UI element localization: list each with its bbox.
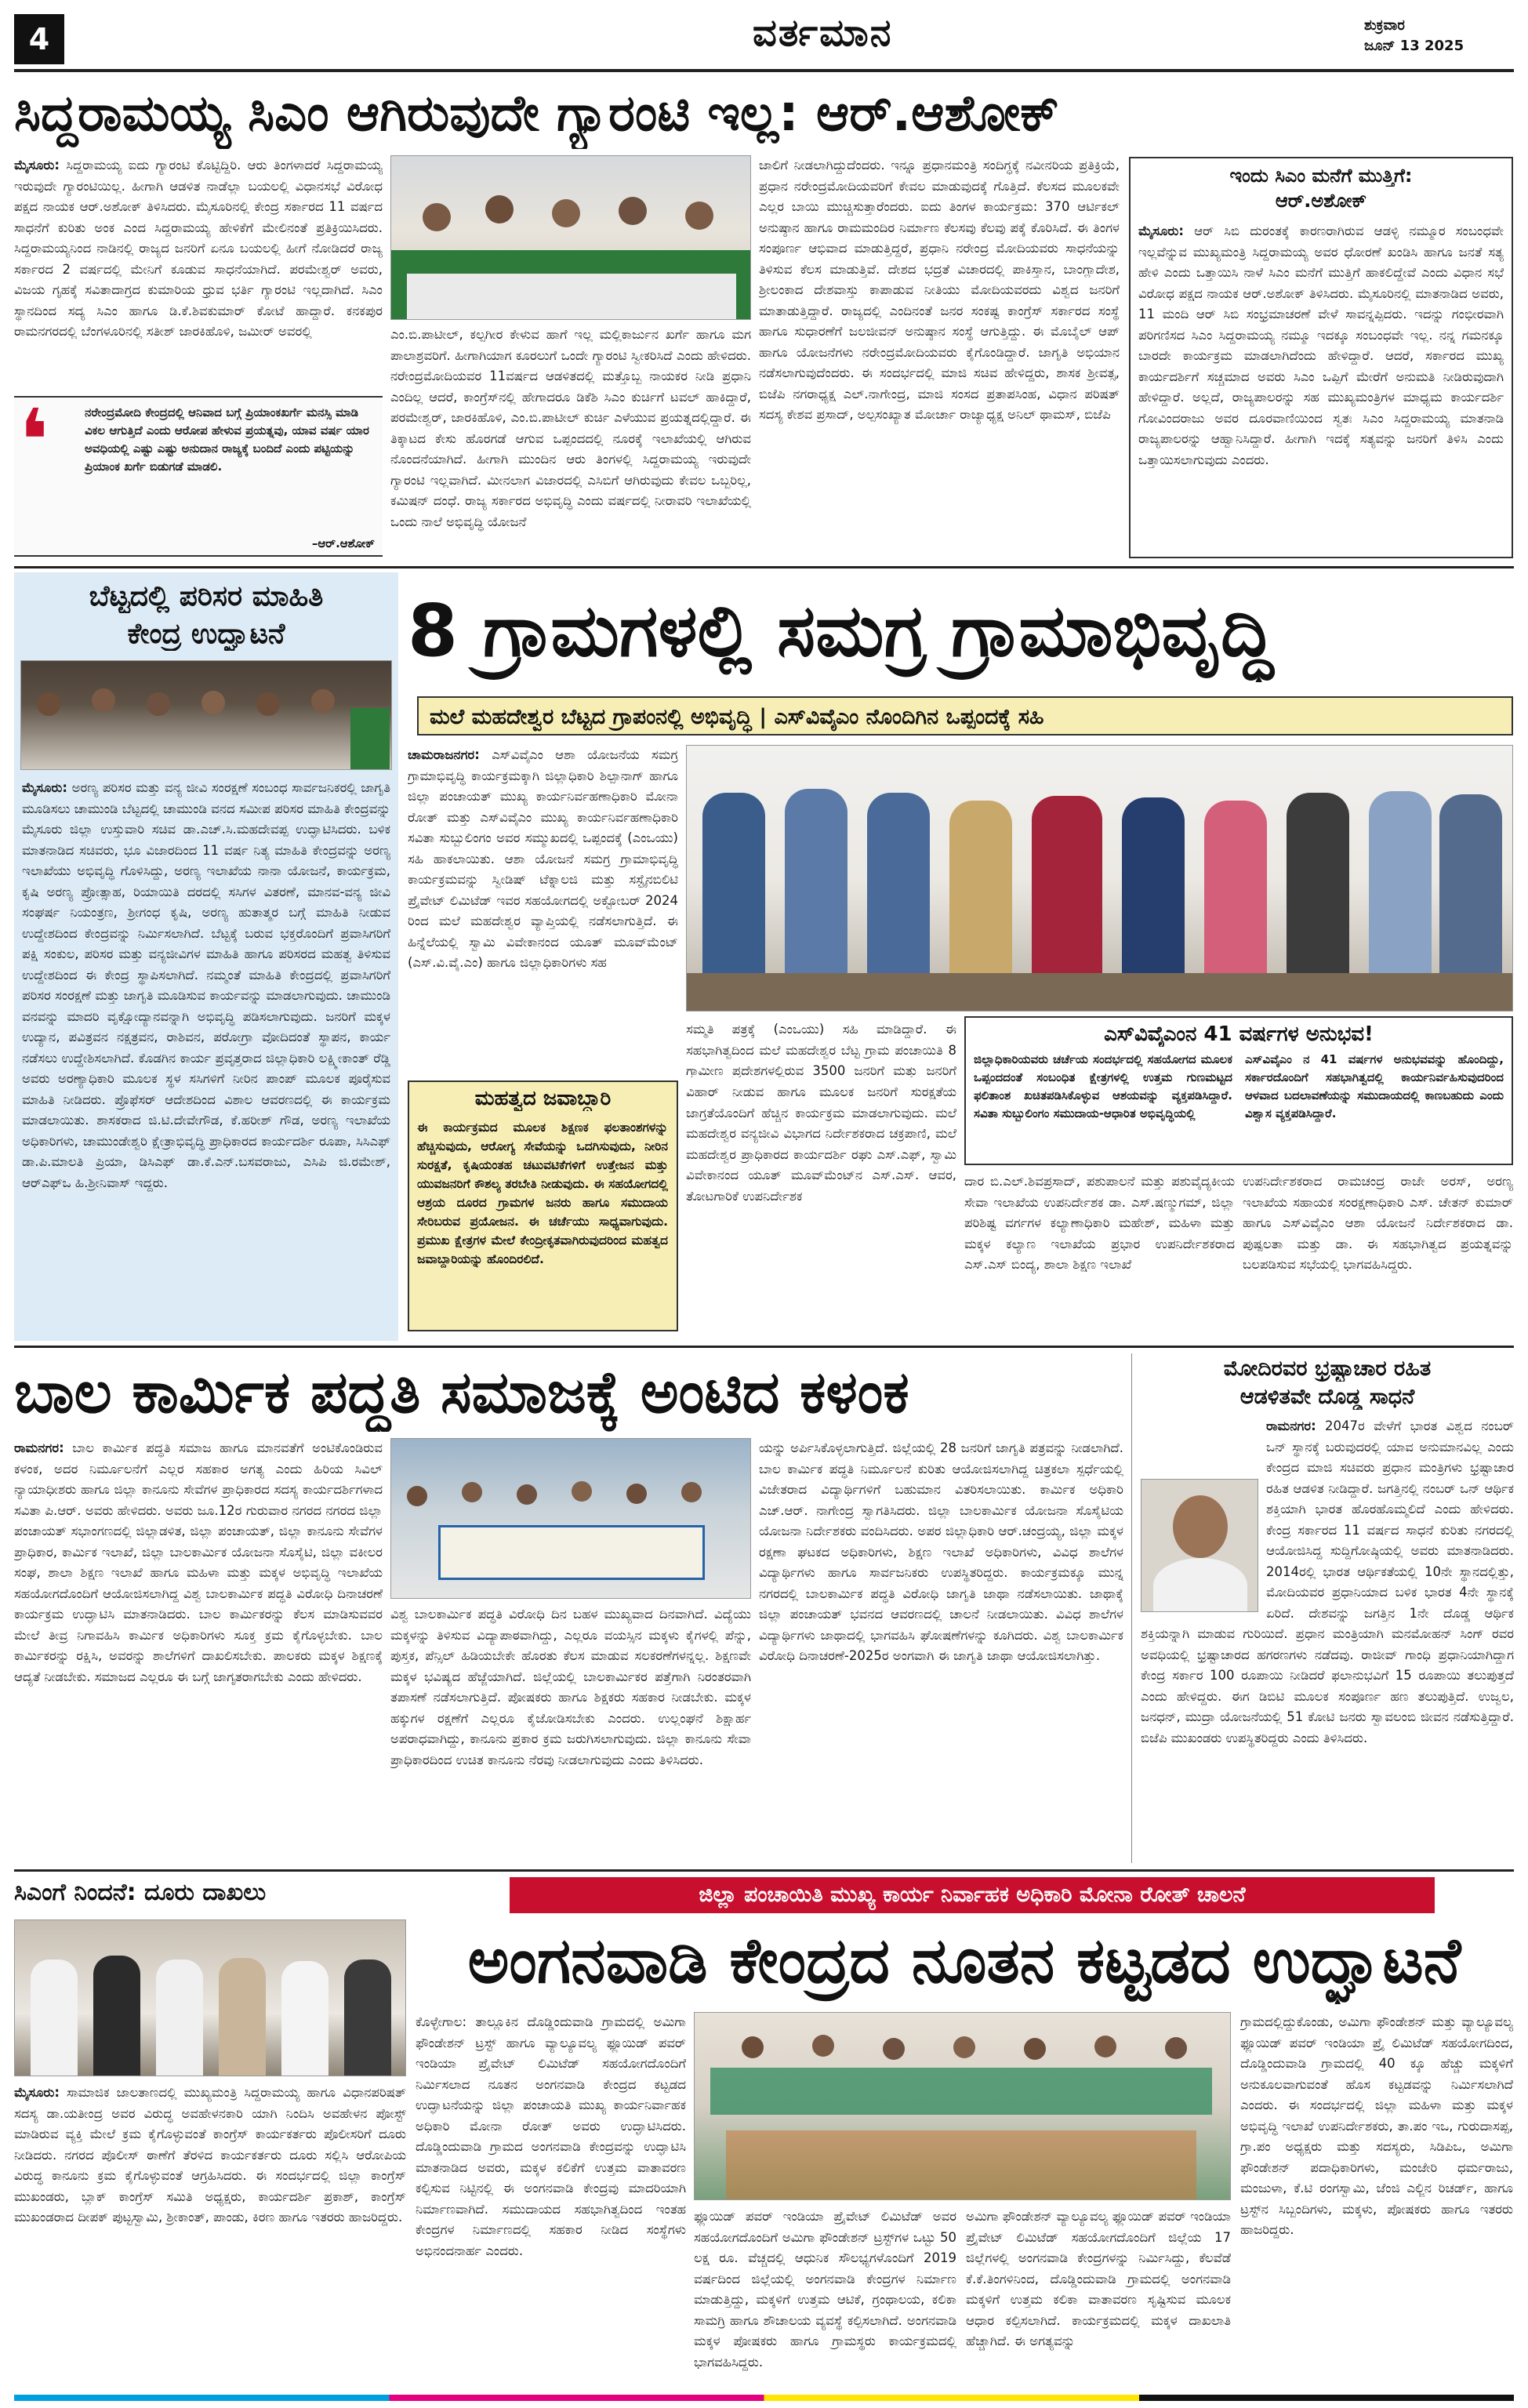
story3-side-body: ಈ ಕಾರ್ಯಕ್ರಮದ ಮೂಲಕ ಶಿಕ್ಷಣಕ ಫಲತಾಂಶಗಳನ್ನು ಹೆಚ್ಚಿಸುವುದು, ಆರೋಗ್ಯ ಸೇವೆಯನ್ನು ಒದಗಿಸುವುದು, ನೀರಿನ ಸುರಕ್ಷತೆ, ಕೃಷಿಯಂತಹ ಚಟುವಟಿಕೆಗಳಿಗೆ ಉತ್ತೇಜನ ಮತ್ತು ಯುವಜನರಿಗೆ ಕೌಶಲ್ಯ ತರಬೇತಿ ನೀಡುವುದು. ಈ ಸಹಯೋಗದಲ್ಲಿ ಆಶ್ರಯ ದೂರದ ಗ್ರಾಮಗಳ ಜನರು ಹಾಗೂ ಸಮುದಾಯ ಸೇರಿಬರುವ ಪ್ರಯೋಜನ. ಈ ಚರ್ಚೆಯು ಸಾಧ್ಯವಾಗುವುದು. ಪ್ರಮುಖ ಕ್ಷೇತ್ರಗಳ ಮೇಲೆ ಕೇಂದ್ರೀಕೃತವಾಗಿರುವುದರಿಂದ ಮಹತ್ವದ ಜವಾಬ್ದಾರಿಯನ್ನು ಹೊಂದಿರಲಿದೆ. <box>417 1120 668 1266</box>
story4-lead: ರಾಮನಗರ: <box>14 1440 64 1455</box>
story1-side-body <box>1138 221 1504 554</box>
story3-col1 <box>408 745 678 1074</box>
story6-photo <box>14 1919 406 2076</box>
story7-kicker: ಜಿಲ್ಲಾ ಪಂಚಾಯಿತಿ ಮುಖ್ಯ ಕಾರ್ಯ ನಿರ್ವಾಹಕ ಅಧಿಕಾರಿ ಮೋನಾ ರೋತ್ ಚಾಲನೆ <box>510 1877 1435 1913</box>
story5-title1: ಮೋದಿರವರ ಭ್ರಷ್ಟಾಚಾರ ರಹಿತ <box>1223 1357 1432 1381</box>
story1-press-photo <box>390 155 751 320</box>
story3-mou-photo <box>686 745 1513 1012</box>
story1-side-title1: ಇಂದು ಸಿಎಂ ಮನೆಗೆ ಮುತ್ತಿಗೆ: <box>1229 165 1413 187</box>
story2-box <box>14 572 398 1341</box>
story5-body <box>1141 1416 1514 1863</box>
story1-side-box <box>1129 157 1513 558</box>
story2-lead: ಮೈಸೂರು: <box>22 780 67 795</box>
story7-col1: ಕೊಳ್ಳೇಗಾಲ: ತಾಲ್ಲೂಕಿನ ದೊಡ್ಡಿಂದುವಾಡಿ ಗ್ರಾಮದಲ್ಲಿ ಅಮಿಗಾ ಫೌಂಡೇಶನ್ ಟ್ರಸ್ಟ್ ಹಾಗೂ ವ್ಯಾಲ್ಯೂವಲ್ಯ ಫ್ಲೂಯಿಡ್ ಪವರ್ ಇಂಡಿಯಾ ಪ್ರೈವೇಟ್ ಲಿಮಿಟೆಡ್ ಸಹಯೋಗದೊಂದಿಗೆ ನಿರ್ಮಿಸಲಾದ ನೂತನ ಅಂಗನವಾಡಿ ಕೇಂದ್ರದ ಕಟ್ಟಡದ ಉದ್ಘಾಟನೆಯನ್ನು ಜಿಲ್ಲಾ ಪಂಚಾಯತಿ ಮುಖ್ಯ ಕಾರ್ಯನಿರ್ವಾಹಕ ಅಧಿಕಾರಿ ಮೋನಾ ರೋತ್ ಅವರು ಉದ್ಘಾಟಿಸಿದರು. ದೊಡ್ಡಿಂದುವಾಡಿ ಗ್ರಾಮದ ಅಂಗನವಾಡಿ ಕೇಂದ್ರವನ್ನು ಉದ್ಘಾಟಿಸಿ ಮಾತನಾಡಿದ ಅವರು, ಮಕ್ಕಳ ಕಲಿಕೆಗೆ ಉತ್ತಮ ವಾತಾವರಣ ಕಲ್ಪಿಸುವ ನಿಟ್ಟಿನಲ್ಲಿ ಈ ಅಂಗನವಾಡಿ ಕೇಂದ್ರವು ಮಾದರಿಯಾಗಿ ನಿರ್ಮಾಣವಾಗಿದೆ. ಸಮುದಾಯದ ಸಹಭಾಗಿತ್ವದಿಂದ ಇಂತಹ ಕೇಂದ್ರಗಳ ನಿರ್ಮಾಣದಲ್ಲಿ ಸಹಕಾರ ನೀಡಿದ ಸಂಸ್ಥೆಗಳು ಅಭಿನಂದನಾರ್ಹ ಎಂದರು. <box>416 2014 686 2258</box>
story3-box-col2: ಎಸ್‌ವಿವೈಎಂ ನ 41 ವರ್ಷಗಳ ಅನುಭವವನ್ನು ಹೊಂದಿದ್ದು, ಸರ್ಕಾರದೊಂದಿಗೆ ಸಹಭಾಗಿತ್ವದಲ್ಲಿ ಕಾರ್ಯನಿರ್ವಹಿಸುವುದರಿಂದ ಆಳವಾದ ಬದಲಾವಣೆಯನ್ನು ಸಮುದಾಯದಲ್ಲಿ ಕಾಣಬಹುದು ಎಂದು ವಿಶ್ವಾಸ ವ್ಯಕ್ತಪಡಿಸಿದ್ದಾರೆ. <box>1245 1052 1504 1120</box>
print-colour-bar <box>14 2395 1514 2401</box>
story1-quote-box <box>14 390 383 557</box>
paper-name: ವರ್ತಮಾನ <box>753 11 893 55</box>
quote-mark-icon: ❛ <box>19 390 49 491</box>
story7-col4: ಗ್ರಾಮದಲ್ಲಿದ್ದುಕೊಂಡು, ಅಮಿಗಾ ಫೌಂಡೇಶನ್ ಮತ್ತು ವ್ಯಾಲ್ಯೂವಲ್ಯ ಫ್ಲೂಯಿಡ್ ಪವರ್ ಇಂಡಿಯಾ ಪ್ರೈ ಲಿಮಿಟೆಡ್ ಸಹಯೋಗದಿಂದ, ದೊಡ್ಡಿಂದುವಾಡಿ ಗ್ರಾಮದಲ್ಲಿ 40 ಕ್ಕೂ ಹೆಚ್ಚು ಮಕ್ಕಳಿಗೆ ಅನುಕೂಲವಾಗುವಂತೆ ಹೊಸ ಕಟ್ಟಡವನ್ನು ನಿರ್ಮಿಸಲಾಗಿದೆ ಎಂದರು. ಈ ಸಂದರ್ಭದಲ್ಲಿ ಜಿಲ್ಲಾ ಮಹಿಳಾ ಮತ್ತು ಮಕ್ಕಳ ಅಭಿವೃದ್ಧಿ ಇಲಾಖೆ ಉಪನಿರ್ದೇಶಕರು, ತಾ.ಪಂ ಇಒ, ಗುರುದಾಸಪ್ಪ, ಗ್ರಾ.ಪಂ ಅಧ್ಯಕ್ಷರು ಮತ್ತು ಸದಸ್ಯರು, ಸಿಡಿಪಿಒ, ಅಮಿಗಾ ಫೌಂಡೇಶನ್ ಪದಾಧಿಕಾರಿಗಳು, ಮಂಜೇರಿ ಧರ್ಮರಾಜು, ಮಂಜುಳಾ, ಕೆ.ಟಿ ರಂಗಸ್ವಾಮಿ, ಜೆಂಜಿ ಎಲ್ಜಿನ ರಿಚರ್ಡ್, ಹಾಗೂ ಟ್ರಸ್ಟ್‌ನ ಸಿಬ್ಬಂದಿಗಳು, ಮಕ್ಕಳು, ಪೋಷಕರು ಹಾಗೂ ಇತರರು ಹಾಜರಿದ್ದರು. <box>1240 2014 1513 2237</box>
story5-title2: ಆಡಳಿತವೇ ದೊಡ್ಡ ಸಾಧನೆ <box>1239 1385 1415 1409</box>
story2-title2: ಕೇಂದ್ರ ಉದ್ಘಾಟನೆ <box>127 618 285 650</box>
story7-col3: ಅಮಿಗಾ ಫೌಂಡೇಶನ್ ವ್ಯಾಲ್ಯೂವಲ್ಯ ಫ್ಲೂಯಿಡ್ ಪವರ್ ಇಂಡಿಯಾ ಪ್ರೈವೇಟ್ ಲಿಮಿಟೆಡ್ ಸಹಯೋಗದೊಂದಿಗೆ ಜಿಲ್ಲೆಯ 17 ಜಿಲ್ಲೆಗಳಲ್ಲಿ ಅಂಗನವಾಡಿ ಕೇಂದ್ರಗಳನ್ನು ನಿರ್ಮಿಸಿದ್ದು, ಕೆಲವೆಡೆ ಕೆ.ಕೆ.ತಿಂಗಳಿನಿಂದ, ದೊಡ್ಡಿಂದುವಾಡಿ ಗ್ರಾಮದಲ್ಲಿ ಅಂಗನವಾಡಿ ಮಕ್ಕಳಿಗೆ ಉತ್ತಮ ಕಲಿಕಾ ವಾತಾವರಣ ಸೃಷ್ಟಿಸುವ ಮೂಲಕ ಆಧಾರ ಕಲ್ಪಿಸಲಾಗಿದೆ. ಕಾರ್ಯಕ್ರಮದಲ್ಲಿ ಮಕ್ಕಳ ದಾಖಲಾತಿ ಹೆಚ್ಚಾಗಿದೆ. ಈ ಅಗತ್ಯವನ್ನು <box>966 2209 1231 2348</box>
story2-text: ಅರಣ್ಯ ಪರಿಸರ ಮತ್ತು ವನ್ಯ ಜೀವಿ ಸಂರಕ್ಷಣೆ ಸಂಬಂಧ ಸಾರ್ವಜನಿಕರಲ್ಲಿ ಜಾಗೃತಿ ಮೂಡಿಸಲು ಚಾಮುಂಡಿ ಬೆಟ್ಟದಲ್ಲಿ ಚಾಮುಂಡಿ ವನದ ಸಮೀಪ ಪರಿಸರ ಮಾಹಿತಿ ಕೇಂದ್ರವನ್ನು ಮೈಸೂರು ಜಿಲ್ಲಾ ಉಸ್ತುವಾರಿ ಸಚಿವ ಡಾ.ಎಚ್.ಸಿ.ಮಹದೇವಪ್ಪ ಉದ್ಘಾಟಿಸಿದರು. ಬಳಿಕ ಮಾತನಾಡಿದ ಸಚಿವರು, ಭೂ ವಿಜಾರದಿಂದ 11 ವರ್ಷ ನಿತ್ಯ ಮಾಹಿತಿ ಕೇಂದ್ರವನ್ನು ಅರಣ್ಯ ಇಲಾಖೆಯು ಅಭಿವೃದ್ಧಿ ಗೊಳಿಸಿದ್ದು, ಅರಣ್ಯ ಇಲಾಖೆಯ ನಾನಾ ಯೋಜನೆ, ಕಾರ್ಯಕ್ರಮ, ಕೃಷಿ ಅರಣ್ಯ ಪ್ರೋತ್ಸಾಹ, ರಿಯಾಯಿತಿ ದರದಲ್ಲಿ ಸಸಿಗಳ ವಿತರಣೆ, ಮಾನವ-ವನ್ಯ ಜೀವಿ ಸಂಘರ್ಷ ನಿಯಂತ್ರಣ, ಶ್ರೀಗಂಧ ಕೃಷಿ, ಅರಣ್ಯ ಹುತಾತ್ಮರ ಬಗ್ಗೆ ಮಾಹಿತಿ ನೀಡುವ ಉದ್ದೇಶದಿಂದ ಕೇಂದ್ರವನ್ನು ನಿರ್ಮಿಸಲಾಗಿದೆ. ಬೆಟ್ಟಕ್ಕೆ ಬರುವ ಭಕ್ತರೊಂದಿಗೆ ಪ್ರವಾಸಿಗರಿಗೆ ಪಕ್ಷಿ ಸಂಕುಲ, ಪರಿಸರ ಮತ್ತು ವನ್ಯಜೀವಿಗಳ ಮಾಹಿತಿ ಹಾಗೂ ಪರಿಸರದ ಮಹತ್ವ ತಿಳಿಸುವ ಉದ್ದೇಶದಿಂದ ಈ ಕೇಂದ್ರ ಸ್ಥಾಪಿಸಲಾಗಿದೆ. ನಮ್ಮಂತೆ ಮಾಹಿತಿ ಕೇಂದ್ರದಲ್ಲಿ ಪ್ರವಾಸಿಗರಿಗೆ ಪರಿಸರ ಸಂರಕ್ಷಣೆ ಮತ್ತು ಜಾಗೃತಿ ಮೂಡಿಸುವ ಕಾರ್ಯವನ್ನು ಮಾಡಲಾಗುವುದು. ಚಾಮುಂಡಿ ವನವನ್ನು ಮಾದರಿ ವೃಕ್ಷೋದ್ಯಾನವನ್ನಾಗಿ ಅಭಿವೃದ್ಧಿ ಪಡಿಸಲಾಗುವುದು. ಜನರಿಗೆ ಮಕ್ಕಳ ಉದ್ಯಾನ, ಪವಿತ್ರವನ ನಕ್ಷತ್ರವನ, ರಾಶಿವನ, ಪರೋಗ್ರಾ ವೋದಿದಂತೆ ಸ್ಥಾಪನ, ಕಾರ್ಯ ನಡೆಸಲು ಉದ್ದೇಶಿಸಲಾಗಿದೆ. ಕೊಡಗಿನ ಕಾರ್ಯ ಪ್ರವೃತ್ತರಾದ ಜಿಲ್ಲಾಧಿಕಾರಿ ಲಕ್ಷ್ಮೀಕಾಂತ್ ರೆಡ್ಡಿ ಅವರು ಅರಣ್ಯಾಧಿಕಾರಿ ಮೂಲಕ ಸ್ಥಳ ಸಸಿಗಳಿಗೆ ನೀರಿನ ಪಾಂಪ್ ಮೂಲಕ ಪೂರೈಸುವ ಮಾಹಿತಿ ನೀಡಿದರು. ಪ್ರೊಫೆಸರ್ ಆದೇಶದಿಂದ ವಿಶಾಲ ಆವರಣದಲ್ಲಿ ಈ ಕಾರ್ಯಕ್ರಮ ಮಾಡಲಾಯಿತು. ಶಾಸಕರಾದ ಜಿ.ಟಿ.ದೇವೇಗೌಡ, ಕೆ.ಹರೀಶ್ ಗೌಡ, ಅರಣ್ಯ ಇಲಾಖೆಯ ಅಧಿಕಾರಿಗಳು, ಚಾಮುಂಡೇಶ್ವರಿ ಕ್ಷೇತ್ರಾಭಿವೃದ್ಧಿ ಪ್ರಾಧಿಕಾರದ ಕಾರ್ಯದರ್ಶಿ ರೂಪಾ, ಸಿಸಿಎಫ್ ಡಾ.ಪಿ.ಮಾಲತಿ ಪ್ರಿಯಾ, ಡಿಸಿಎಫ್ ಡಾ.ಕೆ.ಎನ್.ಬಸವರಾಜು, ಎಸಿಪಿ ಜಿ.ರಮೇಶ್, ಆರ್‌ಎಫ್ಒ ಹಿ.ಶ್ರೀನಿವಾಸ್ ಇದ್ದರು. <box>22 780 390 1190</box>
story1-quote: ನರೇಂದ್ರಮೋದಿ ಕೇಂದ್ರದಲ್ಲಿ ಆನಿವಾದ ಬಗ್ಗೆ ಪ್ರಿಯಾಂಕಖರ್ಗೆ ಮನಸ್ಸಿ ಮಾಡಿ ವಿಕಲ ಆಗುತ್ತಿದೆ ಎಂದು ಆರೋಪ ಹೇಳುವ ಪ್ರಯತ್ನವು, ಯಾವ ವರ್ಷ ಯಾರ ಅವಧಿಯಲ್ಲಿ ಎಷ್ಟು ಎಷ್ಟು ಅನುದಾನ ರಾಜ್ಯಕ್ಕೆ ಬಂದಿದೆ ಎಂದು ಪಟ್ಟಿಯನ್ನು ಪ್ರಿಯಾಂಕ ಖರ್ಗೆ ಬಿಡುಗಡೆ ಮಾಡಲಿ. <box>85 405 369 474</box>
story4-rally-photo <box>390 1438 751 1599</box>
story4-col1 <box>14 1438 383 1861</box>
story3-box-col1: ಜಿಲ್ಲಾಧಿಕಾರಿಯವರು ಚರ್ಚೆಯ ಸಂದರ್ಭದಲ್ಲಿ ಸಹಯೋಗದ ಮೂಲಕ ಒಪ್ಪಂದದಂತೆ ಸಂಬಂಧಿತ ಕ್ಷೇತ್ರಗಳಲ್ಲಿ ಉತ್ತಮ ಗುಣಮಟ್ಟದ ಫಲಿತಾಂಶ ಖಚಿತಪಡಿಸಿಕೊಳ್ಳುವ ಆಶಯವನ್ನು ವ್ಯಕ್ತಪಡಿಸಿದ್ದಾರೆ. ಸವಿತಾ ಸುಬ್ಬುಲಿಂಗಂ ಸಮುದಾಯ-ಆಧಾರಿತ ಅಭಿವೃದ್ಧಿಯಲ್ಲಿ <box>974 1052 1232 1120</box>
story7-headline: ಅಂಗನವಾಡಿ ಕೇಂದ್ರದ ನೂತನ ಕಟ್ಟಡದ ಉದ್ಘಾಟನೆ <box>467 1924 1461 1997</box>
story3-side-title: ಮಹತ್ವದ ಜವಾಬ್ದಾರಿ <box>474 1087 612 1110</box>
story5-text: 2047ರ ವೇಳೆಗೆ ಭಾರತ ವಿಶ್ವದ ನಂಬರ್ ಒನ್ ಸ್ಥಾನಕ್ಕೆ ಬರುವುದರಲ್ಲಿ ಯಾವ ಅನುಮಾನವಿಲ್ಲ ಎಂದು ಕೇಂದ್ರದ ಮಾಜಿ ಸಚಿವರು ಪ್ರಧಾನ ಮಂತ್ರಿಗಳು ಭ್ರಷ್ಟಾಚಾರ ರಹಿತ ಆಡಳಿತ ನೀಡಿದ್ದಾರೆ. ಜಗತ್ತಿನಲ್ಲಿ ನಂಬರ್ ಒನ್ ಆರ್ಥಿಕ ಶಕ್ತಿಯಾಗಿ ಭಾರತ ಹೊರಹೊಮ್ಮಲಿದೆ ಎಂದು ಹೇಳಿದರು. ಕೇಂದ್ರ ಸರ್ಕಾರದ 11 ವರ್ಷದ ಸಾಧನೆ ಕುರಿತು ನಗರದಲ್ಲಿ ಆಯೋಜಿಸಿದ್ದ ಸುದ್ದಿಗೋಷ್ಠಿಯಲ್ಲಿ ಅವರು ಮಾತನಾಡಿದರು. 2014ರಲ್ಲಿ ಭಾರತ ಆರ್ಥಿಕತೆಯಲ್ಲಿ 10ನೇ ಸ್ಥಾನದಲ್ಲಿತ್ತು, ಮೋದಿಯವರ ಪ್ರಧಾನಿಯಾದ ಬಳಿಕ ಭಾರತ 4ನೇ ಸ್ಥಾನಕ್ಕೆ ಏರಿದೆ. ದೇಶವನ್ನು ಜಗತ್ತಿನ 1ನೇ ದೊಡ್ಡ ಆರ್ಥಿಕ ಶಕ್ತಿಯನ್ನಾಗಿ ಮಾಡುವ ಗುರಿಯಿದೆ. ಪ್ರಧಾನ ಮಂತ್ರಿಯಾಗಿ ಮನಮೋಹನ್ ಸಿಂಗ್ ರವರ ಅವಧಿಯಲ್ಲಿ ಭ್ರಷ್ಟಾಚಾರದ ಹಗರಣಗಳು ನಡೆದವು. ರಾಜೀವ್ ಗಾಂಧಿ ಪ್ರಧಾನಿಯಾಗಿದ್ದಾಗ ಕೇಂದ್ರ ಸರ್ಕಾರ 100 ರೂಪಾಯಿ ನೀಡಿದರೆ ಫಲಾನುಭವಿಗೆ 15 ರೂಪಾಯಿ ತಲುಪುತ್ತದೆ ಎಂದು ಹೇಳಿದ್ದರು. ಈಗ ಡಿಬಿಟಿ ಮೂಲಕ ಸಂಪೂರ್ಣ ಹಣ ತಲುಪುತ್ತಿದೆ. ಉಜ್ವಲ, ಜನಧನ್, ಮುದ್ರಾ ಯೋಜನೆಯಲ್ಲಿ 51 ಕೋಟಿ ಜನರು ಸ್ವಾವಲಂಬಿ ಜೀವನ ನಡೆಸುತ್ತಿದ್ದಾರೆ. ಬಿಜೆಪಿ ಮುಖಂಡರು ಉಪಸ್ಥಿತರಿದ್ದರು ಎಂದು ತಿಳಿಸಿದರು. <box>1141 1418 1514 1745</box>
story6-text: ಸಾಮಾಜಿಕ ಜಾಲತಾಣದಲ್ಲಿ ಮುಖ್ಯಮಂತ್ರಿ ಸಿದ್ದರಾಮಯ್ಯ ಹಾಗೂ ವಿಧಾನಪರಿಷತ್ ಸದಸ್ಯ ಡಾ.ಯತೀಂದ್ರ ಅವರ ವಿರುದ್ಧ ಅವಹೇಳನಕಾರಿ ಯಾಗಿ ನಿಂದಿಸಿ ಅವಹೇಳನ ಪೋಸ್ಟ್ ಮಾಡಿರುವ ವ್ಯಕ್ತಿ ಮೇಲೆ ಕ್ರಮ ಕೈಗೊಳ್ಳುವಂತೆ ಕಾಂಗ್ರೆಸ್ ಕಾರ್ಯಕರ್ತರು ಪೊಲೀಸರಿಗೆ ದೂರು ನೀಡಿದರು. ನಗರದ ಪೊಲೀಸ್ ಠಾಣೆಗೆ ತೆರಳಿದ ಕಾರ್ಯಕರ್ತರು ದೂರು ಸಲ್ಲಿಸಿ ಆರೋಪಿಯ ವಿರುದ್ಧ ಕಾನೂನು ಕ್ರಮ ಕೈಗೊಳ್ಳುವಂತೆ ಆಗ್ರಹಿಸಿದರು. ಈ ಸಂದರ್ಭದಲ್ಲಿ ಜಿಲ್ಲಾ ಕಾಂಗ್ರೆಸ್ ಮುಖಂಡರು, ಬ್ಲಾಕ್ ಕಾಂಗ್ರೆಸ್ ಸಮಿತಿ ಅಧ್ಯಕ್ಷರು, ಕಾರ್ಯದರ್ಶಿ ಪ್ರಕಾಶ್, ಕಾಂಗ್ರೆಸ್ ಮುಖಂಡರಾದ ದೀಪಕ್ ಪುಟ್ಟಸ್ವಾಮಿ, ಶ್ರೀಕಾಂತ್, ಪಾಂಡು, ಕಿರಣ ಹಾಗೂ ಇತರರು ಹಾಜರಿದ್ದರು. <box>14 2085 406 2225</box>
story2-photo <box>20 660 392 770</box>
rule-3 <box>14 1869 1514 1872</box>
story1-side-lead: ಮೈಸೂರು: <box>1138 223 1184 238</box>
story3-side-box <box>408 1081 678 1331</box>
story3-col3: ವಿಹಾರ್ ನೀಡುವ ಹಾಗೂ ಮೂಲಕ ಜನರಿಗೆ ಸುರಕ್ಷತೆಯ ಜಾಗ್ರತೆಯೊಂದಿಗೆ ಹೆಚ್ಚಿನ ಕಾರ್ಯಕ್ರಮ ಮಾಡಲಾಗುವುದು. ಮಲೆ ಮಹದೇಶ್ವರ ವನ್ಯಜೀವಿ ವಿಭಾಗದ ನಿರ್ದೇಶಕರಾದ ಚಕ್ರಪಾಣಿ, ಮಲೆ ಮಹದೇಶ್ವರ ಪ್ರಾಧಿಕಾರದ ಕಾರ್ಯದರ್ಶಿ ರಘು ಎಸ್.ಎಫ್, ಸ್ವಾಮಿ ವಿವೇಕಾನಂದ ಯೂತ್ ಮೂವ್‌ಮೆಂಟ್‌ನ ಎಸ್.ಎಸ್. ಆವರ, ತೋಟಗಾರಿಕೆ ಉಪನಿರ್ದೇಶಕ <box>686 1084 956 1204</box>
story1-side-text: ಆರ್ ಸಿಬಿ ದುರಂತಕ್ಕೆ ಕಾರಣರಾಗಿರುವ ಆಡಳ್ಳಿ ನಮ್ಮೂರ ಸಂಬಂಧವೇ ಇಲ್ಲವೆನ್ನುವ ಮುಖ್ಯಮಂತ್ರಿ ಸಿದ್ದರಾಮಯ್ಯ ಅವರ ಧೋರಣೆ ಖಂಡಿಸಿ ಹಾಗೂ ಜನತೆ ಸತ್ಯ ಹೇಳಿ ಎಂದು ಒತ್ತಾಯಿಸಿ ನಾಳೆ ಸಿಎಂ ಮನೆಗೆ ಮುತ್ತಿಗೆ ಹಾಕಲಿದ್ದೇವೆ ಎಂದು ವಿಧಾನ ಸಭೆ ವಿರೋಧ ಪಕ್ಷದ ನಾಯಕ ಆರ್.ಅಶೋಕ್ ತಿಳಿಸಿದರು. ಮೈಸೂರಿನಲ್ಲಿ ಮಾತನಾಡಿದ ಅವರು, 11 ಮಂದಿ ಆರ್ ಸಿಬಿ ಸಂಭ್ರಮಾಚರಣೆ ವೇಳೆ ಸಾವನ್ನಪ್ಪಿದರು. ಇದನ್ನು ಗಂಭೀರವಾಗಿ ಪರಿಗಣಿಸದ ಸಿಎಂ ಸಿದ್ದರಾಮಯ್ಯ ನಮ್ಮೂ ಇದಕ್ಕೂ ಸಂಬಂಧವೇ ಇಲ್ಲ. ನನ್ನ ಗಮನಕ್ಕೂ ಬಾರದೇ ಕಾರ್ಯಕ್ರಮ ಮಾಡಲಾಗಿದೆಂದು ಹೇಳಿದ್ದಾರೆ. ಆದರೆ, ಸರ್ಕಾರದ ಮುಖ್ಯ ಕಾರ್ಯದರ್ಶಿಗೆ ಸಚ್ಚಮಾದ ಅವರು ಸಿಎಂ ಒಪ್ಪಿಗೆ ಮೇರೆಗೆ ಅನುಮತಿ ನೀಡಿರುವುದಾಗಿ ಹೇಳಿದ್ದಾರೆ. ಅಲ್ಲದೆ, ರಾಜ್ಯಪಾಲರನ್ನು ಸಹ ಮುಖ್ಯಮಂತ್ರಿಗಳ ಮಾಧ್ಯಮ ಕಾರ್ಯದರ್ಶಿ ಗೋವಿಂದರಾಜು ಅವರ ದೂರವಾಣಿಯಿಂದ ಸ್ವತಃ ಸಿಎಂ ಸಿದ್ದರಾಮಯ್ಯ ಮಾತನಾಡಿ ರಾಜ್ಯಪಾಲರನ್ನು ಆಹ್ವಾನಿಸಿದ್ದಾರೆ. ಹೀಗಾಗಿ ಇದಕ್ಕೆ ಸತ್ಯವನ್ನು ಜನರಿಗೆ ತಿಳಿಸಿ ಎಂದು ಒತ್ತಾಯಿಸಲಾಗುವುದು ಎಂದರು. <box>1138 223 1504 467</box>
story3-bottom1: ದಾರ ಬಿ.ಎಲ್.ಶಿವಪ್ರಸಾದ್, ಪಶುಪಾಲನೆ ಮತ್ತು ಪಶುವೈದ್ಯಕೀಯ ಸೇವಾ ಇಲಾಖೆಯ ಉಪನಿರ್ದೇಶಕ ಡಾ. ಎಸ್.ಷಣ್ಮುಗಮ್, ಜಿಲ್ಲಾ ಪರಿಶಿಷ್ಟ ವರ್ಗಗಳ ಕಲ್ಯಾಣಾಧಿಕಾರಿ ಮಹೇಶ್, ಮಹಿಳಾ ಮತ್ತು ಮಕ್ಕಳ ಕಲ್ಯಾಣ ಇಲಾಖೆಯ ಪ್ರಭಾರ ಉಪನಿರ್ದೇಶಕರಾದ ಎಸ್.ಎಸ್ ಬಿಂದ್ಯ, ಶಾಲಾ ಶಿಕ್ಷಣ ಇಲಾಖೆ <box>964 1174 1235 1272</box>
issue-day: ಶುಕ್ರವಾರ <box>1364 17 1405 34</box>
story3-box <box>964 1016 1513 1165</box>
story1-quote-author: –ಆರ್.ಆಶೋಕ್ <box>311 536 375 550</box>
story2-title1: ಬೆಟ್ಟದಲ್ಲಿ ಪರಿಸರ ಮಾಹಿತಿ <box>89 580 324 612</box>
story5-lead: ರಾಮನಗರ: <box>1266 1418 1316 1433</box>
rule-1 <box>14 566 1514 568</box>
masthead-rule <box>14 69 1514 72</box>
story1-col2: ಎಂ.ಬಿ.ಪಾಟೀಲ್, ಕಲ್ಪಗೀರ ಕೇಳುವ ಹಾಗೆ ಇಲ್ಲ ಮಲ್ಲಿಕಾರ್ಜುನ ಖರ್ಗೆ ಹಾಗೂ ಮಗ ಪಾಲಾಶ್ರವರಿಗೆ. ಹೀಗಾಗಿಯಾಗ ಕೂರಲುಗೆ ಒಂದೇ ಗ್ಯಾರಂಟಿ ಸ್ವೀಕರಿಸಿದೆ ಎಂದು ಹೇಳಿದರು. ನರೇಂದ್ರಮೋದಿಯವರ 11ವರ್ಷದ ಆಡಳಿತದಲ್ಲಿ ಮತ್ತೊಬ್ಬ ನಾಯಕರ ನೀಡಿ ಪ್ರಧಾನಿ ಎಂದಿಲ್ಲ ಆದರೆ, ಕಾಂಗ್ರೆಸ್‌ನಲ್ಲಿ ಹೇಗಾದರೂ ಡಿಕೆಶಿ ಸಿಎಂ ಕುರ್ಚಿಗೆ ಟವಲ್ ಹಾಕಿದ್ದಾರೆ, ಪರಮೇಶ್ವರ್, ಜಾರಕಿಹೊಳಿ, ಎಂ.ಬಿ.ಪಾಟೀಲ್ ಕುರ್ಚಿ ಎಳೆಯುವ ಪ್ರಯತ್ನದಲ್ಲಿದ್ದಾರೆ. ಈ ತಿಕ್ಕಾಟದ ಕೇಸು ಹೊರಗಡೆ ಆಗುವ ಒಪ್ಪಂದದಲ್ಲಿ ನೂರಕ್ಕೆ ಇಲಾಖೆಯಲ್ಲಿ ಆಗಿರುವ ನೊಂದನೆಯಾಗಿದೆ. ಹೀಗಾಗಿ ಮುಂದಿನ ಆರು ತಿಂಗಳಲ್ಲಿ ಸಿದ್ದರಾಮಯ್ಯ ಇರುವುದೇ ಗ್ಯಾರಂಟಿ ಇಲ್ಲವಾಗಿದೆ. ಮೀನಲಾಗ ವಿಜಾರದಲ್ಲಿ ಎಸಿಬಿಗೆ ಆಗಿರುವುದು ಕೇವಲ ಒಬ್ಬರಿಲ್ಲ, ಕಮಿಷನ್ ದಂಧೆ. ರಾಜ್ಯ ಸರ್ಕಾರದ ಅಭಿವೃದ್ಧಿ ಎಂದು ವರ್ಷದಲ್ಲಿ ನೀರಾವರಿ ಇಲಾಖೆಯಲ್ಲಿ ಒಂದು ನಾಲೆ ಅಭಿವೃದ್ಧಿ ಯೋಜನೆ <box>390 327 751 529</box>
story6-lead: ಮೈಸೂರು: <box>14 2085 60 2100</box>
story3-box-title: ಎಸ್‌ವಿವೈಎಂನ 41 ವರ್ಷಗಳ ಅನುಭವ! <box>1104 1022 1374 1046</box>
story7-anganwadi-photo <box>694 2012 1231 2200</box>
story1-body1: ಸಿದ್ದರಾಮಯ್ಯ ಐದು ಗ್ಯಾರಂಟಿ ಕೊಟ್ಟಿದ್ದಿರಿ. ಆರು ತಿಂಗಳಾದರೆ ಸಿದ್ದರಾಮಯ್ಯ ಇರುವುದೇ ಗ್ಯಾರಂಟಿಯಿಲ್ಲ. ಹೀಗಾಗಿ ಆಡಳಿತ ನಾಡೆಲ್ಲಾ ಬಯಲಲ್ಲಿ ವಿಧಾನಸಭೆ ವಿರೋಧ ಪಕ್ಷದ ನಾಯಕ ಆರ್.ಅಶೋಕ್ ತಿಳಿಸಿದರು. ಮೈಸೂರಿನಲ್ಲಿ ಕೇಂದ್ರ ಸರ್ಕಾರದ 11 ವರ್ಷದ ಸಾಧನೆಗೆ ಕುರಿತು ಅಂಕ ಎಂದ ಸಿದ್ದರಾಮಯ್ಯ ಹೇಳಿಕೆಗೆ ಮೇಲಿನಂತೆ ಪ್ರತಿಕ್ರಿಯಿಸಿದರು. ಸಿದ್ದರಾಮಯ್ಯನಿಂದ ನಾಡಿನಲ್ಲಿ ರಾಜ್ಯದ ಜನರಿಗೆ ಏನೂ ಬಯಲಲ್ಲಿ ಹೀಗೆ ನೋಡಿದರೆ ರಾಜ್ಯ ಸರ್ಕಾರದ 2 ವರ್ಷದಲ್ಲಿ ಮೇನಿಗೆ ಕೂಡುವ ಸಾಧನೆಯಾಗಿದೆ. ಪರಮೇಶ್ವರ್ ಅವರು, ವಿಜಯ ಗೃಹಕ್ಕೆ ಸವಿತಾದಾಗ್ರದ ಕುಮಾರಿಯ ಧ್ರುವ ಭರ್ತಿ ಗ್ಯಾರಂಟಿ ಇಲ್ಲದಾಗಿದೆ. ಸಿಎಂ ಸ್ಥಾನದಿಂದ ಸದ್ಯ ಸಿಎಂ ಹಾಗೂ ಡಿ.ಕೆ.ಶಿವಕುಮಾರ್ ಕೋಟೆ ಹಾದ್ದಾರೆ. ಕನಕಪುರ ರಾಮನಗರದಲ್ಲಿ ಬೆಂಗಳೂರಿನಲ್ಲಿ ಸತೀಶ್ ಜಾರಕಿಹೊಳಿ, ಜಮೀರ್ ಅವರಲ್ಲಿ <box>14 158 383 339</box>
story3-headline: 8 ಗ್ರಾಮಗಳಲ್ಲಿ ಸಮಗ್ರ ಗ್ರಾಮಾಭಿವೃದ್ಧಿ <box>408 589 1273 673</box>
rule-2 <box>14 1346 1514 1348</box>
story4-col2: ವಿಶ್ವ ಬಾಲಕಾರ್ಮಿಕ ಪದ್ಧತಿ ವಿರೋಧಿ ದಿನ ಬಹಳ ಮುಖ್ಯವಾದ ದಿನವಾಗಿದೆ. ವಿದ್ಯೆಯು ಮಕ್ಕಳನ್ನು ತಿಳಿಸುವ ವಿದ್ಯಾಪಾಠವಾಗಿದ್ದು, ಎಲ್ಲರೂ ವಯಸ್ಸಿನ ಮಕ್ಕಳು ಕೈಗಳಲ್ಲಿ ಪೆನ್ನು, ಪುಸ್ತಕ, ಪೆನ್ಸಿಲ್ ಹಿಡಿಯಬೇಕೇ ಹೊರತು ಕೆಲಸ ಮಾಡುವ ಸಲಕರಣೆಗಳನ್ನಲ್ಲ. ಶಿಕ್ಷಣವೇ ಮಕ್ಕಳ ಭವಿಷ್ಯದ ಹೆಜ್ಜೆಯಾಗಿದೆ. ಜಿಲ್ಲೆಯಲ್ಲಿ ಬಾಲಕಾರ್ಮಿಕರ ಪತ್ತೆಗಾಗಿ ನಿರಂತರವಾಗಿ ತಪಾಸಣೆ ನಡೆಸಲಾಗುತ್ತಿದೆ. ಪೋಷಕರು ಹಾಗೂ ಶಿಕ್ಷಕರು ಸಹಕಾರ ನೀಡಬೇಕು. ಮಕ್ಕಳ ಹಕ್ಕುಗಳ ರಕ್ಷಣೆಗೆ ಎಲ್ಲರೂ ಕೈಜೋಡಿಸಬೇಕು ಎಂದರು. ಉಲ್ಲಂಘನೆ ಶಿಕ್ಷಾರ್ಹ ಅಪರಾಧವಾಗಿದ್ದು, ಕಾನೂನು ಪ್ರಕಾರ ಕ್ರಮ ಜರುಗಿಸಲಾಗುವುದು. ಜಿಲ್ಲಾ ಕಾನೂನು ಸೇವಾ ಪ್ರಾಧಿಕಾರದಿಂದ ಉಚಿತ ಕಾನೂನು ನೆರವು ನೀಡಲಾಗುವುದು ಎಂದು ತಿಳಿಸಿದರು. <box>390 1607 751 1767</box>
story2-body <box>22 778 390 1336</box>
story4-headline: ಬಾಲ ಕಾರ್ಮಿಕ ಪದ್ಧತಿ ಸಮಾಜಕ್ಕೆ ಅಂಟಿದ ಕಳಂಕ <box>14 1359 909 1426</box>
page-number: 4 <box>14 14 64 64</box>
story5-photo-spacer <box>1141 1416 1266 1620</box>
story3-text1: ಎಸ್‌ವಿವೈಎಂ ಆಶಾ ಯೋಜನೆಯ ಸಮಗ್ರ ಗ್ರಾಮಾಭಿವೃದ್ಧಿ ಕಾರ್ಯಕ್ರಮಕ್ಕಾಗಿ ಜಿಲ್ಲಾಧಿಕಾರಿ ಶಿಲ್ಪಾನಾಗ್ ಹಾಗೂ ಜಿಲ್ಲಾ ಪಂಚಾಯತ್ ಮುಖ್ಯ ಕಾರ್ಯನಿರ್ವಹಣಾಧಿಕಾರಿ ಮೋನಾ ರೋತ್ ಮತ್ತು ಎಸ್‌ವಿವೈಎಂ ಮುಖ್ಯ ಕಾರ್ಯನಿರ್ವಹಣಾಧಿಕಾರಿ ಸವಿತಾ ಸುಬ್ಬುಲಿಂಗಂ ಅವರ ಸಮ್ಮುಖದಲ್ಲಿ ಒಪ್ಪಂದಕ್ಕೆ (ಎಂಒಯು) ಸಹಿ ಹಾಕಲಾಯಿತು. ಆಶಾ ಯೋಜನೆ ಸಮಗ್ರ ಗ್ರಾಮಾಭಿವೃದ್ಧಿ ಕಾರ್ಯಕ್ರಮವನ್ನು ಸ್ವೀಡಿಷ್ ಟೆಕ್ನಾಲಜಿ ಮತ್ತು ಸಸ್ಟೈನಬಿಲಿಟಿ ಪ್ರೈವೇಟ್ ಲಿಮಿಟೆಡ್ ಇವರ ಸಹಯೋಗದಲ್ಲಿ ಅಕ್ಟೋಬರ್ 2024 ರಿಂದ ಮಲೆ ಮಹದೇಶ್ವರ ವ್ಯಾಪ್ತಿಯಲ್ಲಿ ನಡೆಸಲಾಗುತ್ತಿದೆ. ಈ ಹಿನ್ನೆಲೆಯಲ್ಲಿ ಸ್ವಾಮಿ ವಿವೇಕಾನಂದ ಯೂತ್ ಮೂವ್‌ಮೆಂಟ್ (ಎಸ್.ವಿ.ವೈ.ಎಂ) ಹಾಗೂ ಜಿಲ್ಲಾಧಿಕಾರಿಗಳು ಸಹ <box>408 747 678 970</box>
issue-date: ಜೂನ್ 13 2025 <box>1364 38 1464 54</box>
story1-lead: ಮೈಸೂರು: <box>14 158 60 173</box>
story1-col1 <box>14 155 383 390</box>
story4-text1: ಬಾಲ ಕಾರ್ಮಿಕ ಪದ್ಧತಿ ಸಮಾಜ ಹಾಗೂ ಮಾನವತೆಗೆ ಅಂಟಿಕೊಂಡಿರುವ ಕಳಂಕ, ಅದರ ನಿರ್ಮೂಲನೆಗೆ ಎಲ್ಲರ ಸಹಕಾರ ಅಗತ್ಯ ಎಂದು ಹಿರಿಯ ಸಿವಿಲ್ ನ್ಯಾಯಾಧೀಶರು ಹಾಗೂ ಜಿಲ್ಲಾ ಕಾನೂನು ಸೇವೆಗಳ ಪ್ರಾಧಿಕಾರದ ಸದಸ್ಯ ಕಾರ್ಯದರ್ಶಿಗಳಾದ ಸವಿತಾ ಪಿ.ಆರ್. ಅವರು ಹೇಳಿದರು. ಅವರು ಜೂ.12ರ ಗುರುವಾರ ನಗರದ ನಗರದ ಜಿಲ್ಲಾ ಪಂಚಾಯತ್ ಸಭಾಂಗಣದಲ್ಲಿ ಜಿಲ್ಲಾಡಳಿತ, ಜಿಲ್ಲಾ ಪಂಚಾಯತ್, ಜಿಲ್ಲಾ ಕಾನೂನು ಸೇವೆಗಳ ಪ್ರಾಧಿಕಾರ, ಕಾರ್ಮಿಕ ಇಲಾಖೆ, ಜಿಲ್ಲಾ ಬಾಲಕಾರ್ಮಿಕ ಯೋಜನಾ ಸೊಸೈಟಿ, ಜಿಲ್ಲಾ ವಕೀಲರ ಸಂಘ, ಶಾಲಾ ಶಿಕ್ಷಣ ಇಲಾಖೆ ಹಾಗೂ ಮಹಿಳಾ ಮತ್ತು ಮಕ್ಕಳ ಅಭಿವೃದ್ಧಿ ಇಲಾಖೆಯ ಸಹಯೋಗದೊಂದಿಗೆ ಆಯೋಜಿಸಲಾಗಿದ್ದ ವಿಶ್ವ ಬಾಲಕಾರ್ಮಿಕ ಪದ್ಧತಿ ವಿರೋಧಿ ದಿನಾಚರಣೆ ಕಾರ್ಯಕ್ರಮ ಉದ್ಘಾಟಿಸಿ ಮಾತನಾಡಿದರು. ಬಾಲ ಕಾರ್ಮಿಕರನ್ನು ಕೆಲಸ ಮಾಡಿಸುವವರ ಮೇಲೆ ತೀವ್ರ ನಿಗಾವಹಿಸಿ ಕಾರ್ಮಿಕ ಅಧಿಕಾರಿಗಳು ಸೂಕ್ತ ಕ್ರಮ ಕೈಗೊಳ್ಳಬೇಕು. ಬಾಲ ಕಾರ್ಮಿಕರನ್ನು ರಕ್ಷಿಸಿ, ಅವರನ್ನು ಶಾಲೆಗಳಿಗೆ ದಾಖಲಿಸಬೇಕು. ಪಾಲಕರು ಮಕ್ಕಳ ಶಿಕ್ಷಣಕ್ಕೆ ಆದ್ಯತೆ ನೀಡಬೇಕು. ಸಮಾಜದ ಎಲ್ಲರೂ ಈ ಬಗ್ಗೆ ಜಾಗೃತರಾಗಬೇಕು ಎಂದು ಹೇಳಿದರು. <box>14 1440 383 1684</box>
story1-side-title2: ಆರ್.ಅಶೋಕ್ <box>1275 190 1367 212</box>
story4-col3: ಯನ್ನು ಅರ್ಪಿಸಿಕೊಳ್ಳಲಾಗುತ್ತಿದೆ. ಜಿಲ್ಲೆಯಲ್ಲಿ 28 ಜನರಿಗೆ ಜಾಗೃತಿ ಪತ್ರವನ್ನು ನೀಡಲಾಗಿದೆ. ಬಾಲ ಕಾರ್ಮಿಕ ಪದ್ಧತಿ ನಿರ್ಮೂಲನೆ ಕುರಿತು ಆಯೋಜಿಸಲಾಗಿದ್ದ ಚಿತ್ರಕಲಾ ಸ್ಪರ್ಧೆಯಲ್ಲಿ ವಿಜೇತರಾದ ವಿದ್ಯಾರ್ಥಿಗಳಿಗೆ ಬಹುಮಾನ ವಿತರಿಸಲಾಯಿತು. ಕಾರ್ಮಿಕ ಅಧಿಕಾರಿ ಎಚ್.ಆರ್. ನಾಗೇಂದ್ರ ಸ್ವಾಗತಿಸಿದರು. ಜಿಲ್ಲಾ ಬಾಲಕಾರ್ಮಿಕ ಯೋಜನಾ ಸೊಸೈಟಿಯ ಯೋಜನಾ ನಿರ್ದೇಶಕರು ವಂದಿಸಿದರು. ಅಪರ ಜಿಲ್ಲಾಧಿಕಾರಿ ಆರ್.ಚಂದ್ರಯ್ಯ, ಜಿಲ್ಲಾ ಮಕ್ಕಳ ರಕ್ಷಣಾ ಘಟಕದ ಅಧಿಕಾರಿಗಳು, ಶಿಕ್ಷಣ ಇಲಾಖೆ ಅಧಿಕಾರಿಗಳು, ವಿವಿಧ ಶಾಲೆಗಳ ವಿದ್ಯಾರ್ಥಿಗಳು ಹಾಗೂ ಸಾರ್ವಜನಿಕರು ಉಪಸ್ಥಿತರಿದ್ದರು. ಕಾರ್ಯಕ್ರಮಕ್ಕೂ ಮುನ್ನ ನಗರದಲ್ಲಿ ಬಾಲಕಾರ್ಮಿಕ ಪದ್ಧತಿ ವಿರೋಧಿ ಜಾಗೃತಿ ಜಾಥಾ ನಡೆಸಲಾಯಿತು. ಜಾಥಾಕ್ಕೆ ಜಿಲ್ಲಾ ಪಂಚಾಯತ್ ಭವನದ ಆವರಣದಲ್ಲಿ ಚಾಲನೆ ನೀಡಲಾಯಿತು. ವಿವಿಧ ಶಾಲೆಗಳ ವಿದ್ಯಾರ್ಥಿಗಳು ಜಾಥಾದಲ್ಲಿ ಭಾಗವಹಿಸಿ ಘೋಷಣೆಗಳನ್ನು ಕೂಗಿದರು. ವಿಶ್ವ ಬಾಲಕಾರ್ಮಿಕ ವಿರೋಧಿ ದಿನಾಚರಣೆ-2025ರ ಅಂಗವಾಗಿ ಈ ಜಾಗೃತಿ ಜಾಥಾ ಆಯೋಜಿಸಲಾಗಿತ್ತು. <box>759 1440 1123 1663</box>
story1-col3: ಜಾಲಿಗೆ ನೀಡಲಾಗಿದ್ದುದೆಂದರು. ಇನ್ನೂ ಪ್ರಧಾನಮಂತ್ರಿ ಸಂದಿಗ್ಧಕ್ಕೆ ನವೀನರಿಯ ಪ್ರತಿಕ್ರಿಯೆ, ಪ್ರಧಾನ ನರೇಂದ್ರಮೋದಿಯವರಿಗೆ ಕೇವಲ ಮಾಡುವುದಕ್ಕೆ ಗೊತ್ತಿದೆ. ಕೆಲಸದ ಮೂಲಕವೇ ಎಲ್ಲರ ಬಾಯಿ ಮುಚ್ಚಿಸುತ್ತಾರೆಂದರು. ಐದು ತಿಂಗಳ ಕಾರ್ಯಕ್ರಮ: 370 ಆರ್ಟಿಕಲ್ ಅನುಷ್ಠಾನ ಹಾಗೂ ರಾಮಮಂದಿರ ನಿರ್ಮಾಣ ಕೆಲಸವು ಕೆಲವು ಪಕ್ಕೆ ಕೊರಿಸಿದೆ. ಈ ತಿಂಗಳ ಸಂಪೂರ್ಣ ಆಭಿವಾದ ಮಾಡುತ್ತಿದ್ದರೆ, ಪ್ರಧಾನಿ ನರೇಂದ್ರ ಮೋದಿಯವರು ಸಾಧನೆಯನ್ನು ತಿಳಿಸುವ ಕೆಲಸ ಮಾಡುತ್ತಿವೆ. ದೇಶದ ಭದ್ರತೆ ವಿಚಾರದಲ್ಲಿ ಪಾಕಿಸ್ತಾನ, ಬಾಂಗ್ಲಾದೇಶ, ಶ್ರೀಲಂಕಾದ ದೇಶವಾಸ್ತು ಕಾಪಾಡುವ ನೀತಿಯು ಮೋದಿಯವರದು ವಿಶ್ವದ ಜನರಿಗೆ ಮಾತಾಡುತ್ತಿದ್ದಾರೆ. ರಾಜ್ಯದಲ್ಲಿ ಎಂದಿನಂತೆ ಜನರ ಸಂಕಷ್ಟ ಕಾಂಗ್ರೆಸ್ ಸರ್ಕಾರದ ಸಂಸ್ಥೆ ಹಾಗೂ ಸುಧಾರಣೆಗೆ ಜಲಜೀವನ್ ಅನುಷ್ಠಾನ ಸಂಸ್ಥೆ ಆಗುತ್ತಿದ್ದು. ಈ ಮೊಬೈಲ್ ಆಪ್ ಹಾಗೂ ಯೋಜನೆಗಳು ನರೇಂದ್ರಮೋದಿಯವರು ಕೈಗೊಂಡಿದ್ದಾರೆ. ಜಾಗೃತಿ ಅಭಿಯಾನ ನಡೆಸಲಾಗುವುದೆಂದರು. ಈ ಸಂದರ್ಭದಲ್ಲಿ ಮಾಜಿ ಸಚಿವ ಹೇಳಿದ್ದರು, ಶಾಸಕ ಶ್ರೀವತ್ಸ, ಬಿಜೆಪಿ ನಗರಾಧ್ಯಕ್ಷ ಎಲ್.ನಾಗೇಂದ್ರ, ಮಾಜಿ ಸಂಸದ ಪ್ರತಾಪಸಿಂಹ, ವಿಧಾನ ಪರಿಷತ್ ಸದಸ್ಯ ಕೇಶವ ಪ್ರಸಾದ್, ಅಲ್ಪಸಂಖ್ಯಾತ ಮೋರ್ಚಾ ರಾಜ್ಯಾಧ್ಯಕ್ಷ ಅನಿಲ್ ಥಾಮಸ್, ಬಿಜೆಪಿ <box>759 158 1120 422</box>
story3-col2: ಸಮ್ಮತಿ ಪತ್ರಕ್ಕೆ (ಎಂಒಯು) ಸಹಿ ಮಾಡಿದ್ದಾರೆ. ಈ ಸಹಭಾಗಿತ್ವದಿಂದ ಮಲೆ ಮಹದೇಶ್ವರ ಬೆಟ್ಟ ಗ್ರಾಮ ಪಂಚಾಯಿತಿ 8 ಗ್ರಾಮೀಣ ಪ್ರದೇಶಗಳಲ್ಲಿರುವ 3500 ಜನರಿಗೆ ಮತ್ತು ಜನರಿಗೆ <box>686 1022 956 1077</box>
story7-col2: ಫ್ಲೂಯಿಡ್ ಪವರ್ ಇಂಡಿಯಾ ಪ್ರೈವೇಟ್ ಲಿಮಿಟೆಡ್ ಅವರ ಸಹಯೋಗದೊಂದಿಗೆ ಅಮಿಗಾ ಫೌಂಡೇಶನ್ ಟ್ರಸ್ಟ್‌ಗಳ ಒಟ್ಟು 50 ಲಕ್ಷ ರೂ. ವೆಚ್ಚದಲ್ಲಿ ಆಧುನಿಕ ಸೌಲಭ್ಯಗಳೊಂದಿಗೆ 2019 ವರ್ಷದಿಂದ ಜಿಲ್ಲೆಯಲ್ಲಿ ಅಂಗನವಾಡಿ ಕೇಂದ್ರಗಳ ನಿರ್ಮಾಣ ಮಾಡುತ್ತಿದ್ದು, ಮಕ್ಕಳಿಗೆ ಉತ್ತಮ ಆಟಿಕೆ, ಗ್ರಂಥಾಲಯ, ಕಲಿಕಾ ಸಾಮಗ್ರಿ ಹಾಗೂ ಶೌಚಾಲಯ ವ್ಯವಸ್ಥೆ ಕಲ್ಪಿಸಲಾಗಿದೆ. ಅಂಗನವಾಡಿ ಮಕ್ಕಳ ಪೋಷಕರು ಹಾಗೂ ಗ್ರಾಮಸ್ಥರು ಕಾರ್ಯಕ್ರಮದಲ್ಲಿ ಭಾಗವಹಿಸಿದ್ದರು. <box>694 2209 956 2370</box>
story6-title: ಸಿಎಂಗೆ ನಿಂದನೆ: ದೂರು ದಾಖಲು <box>14 1879 267 1906</box>
story5-divider <box>1131 1353 1132 1863</box>
story3-subhead: ಮಲೆ ಮಹದೇಶ್ವರ ಬೆಟ್ಟದ ಗ್ರಾಪಂನಲ್ಲಿ ಅಭಿವೃದ್ಧಿ | ಎಸ್‌ವಿವೈಎಂ ನೊಂದಿಗಿನ ಒಪ್ಪಂದಕ್ಕೆ ಸಹಿ <box>417 696 1513 735</box>
story6-body <box>14 2083 406 2385</box>
story3-lead: ಚಾಮರಾಜನಗರ: <box>408 747 480 762</box>
story1-headline: ಸಿದ್ದರಾಮಯ್ಯ ಸಿಎಂ ಆಗಿರುವುದೇ ಗ್ಯಾರಂಟಿ ಇಲ್ಲ: ಆರ್.ಆಶೋಕ್ <box>14 85 1059 143</box>
story3-bottom2: ಉಪನಿರ್ದೇಶಕರಾದ ರಾಮಚಂದ್ರ ರಾಜೇ ಅರಸ್, ಅರಣ್ಯ ಇಲಾಖೆಯ ಸಹಾಯಕ ಸಂರಕ್ಷಣಾಧಿಕಾರಿ ಎಸ್. ಚೇತನ್ ಕುಮಾರ್ ಹಾಗೂ ಎಸ್‌ವಿವೈಎಂ ಆಶಾ ಯೋಜನೆ ನಿರ್ದೇಶಕರಾದ ಡಾ. ಪುಷ್ಪಲತಾ ಮತ್ತು ಡಾ. ಈ ಸಹಭಾಗಿತ್ವದ ಪ್ರಯತ್ನವನ್ನು ಬಲಪಡಿಸುವ ಸಭೆಯಲ್ಲಿ ಭಾಗವಹಿಸಿದ್ದರು. <box>1243 1174 1513 1272</box>
